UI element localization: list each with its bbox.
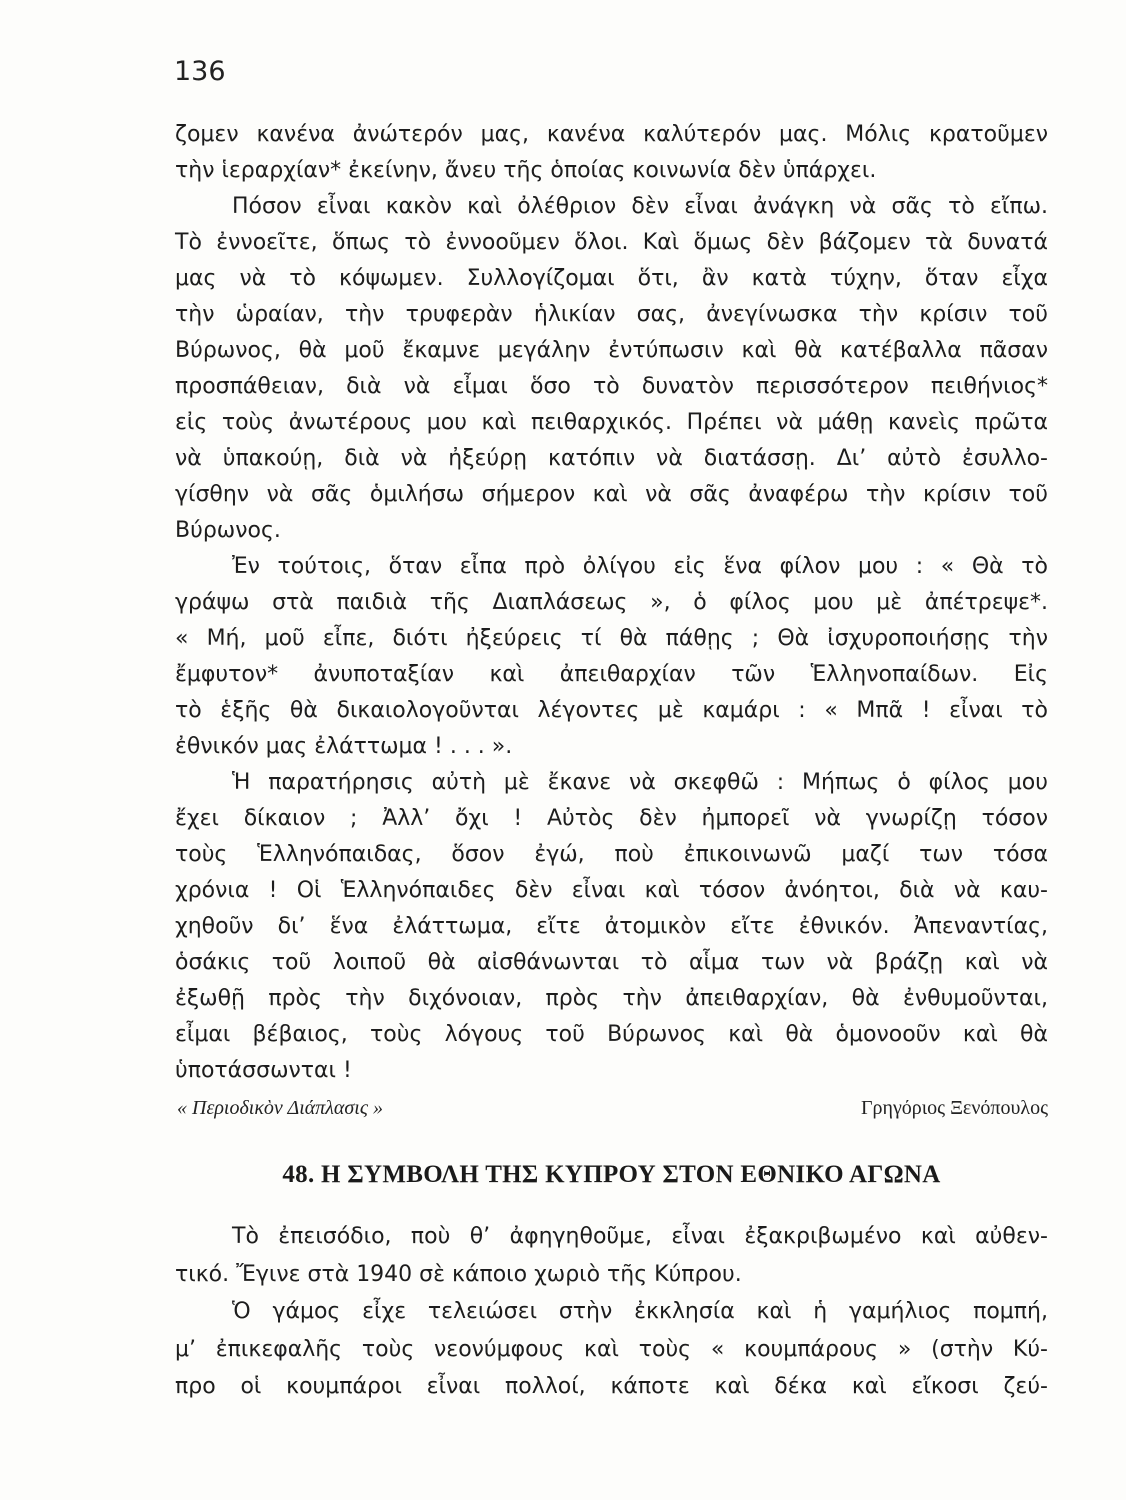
paragraph bbox=[175, 1293, 1048, 1406]
text-line: τὴν ὡραίαν, τὴν τρυφερὰν ἡλικίαν σας, ἀνεγίνωσκα τὴν κρίσιν τοῦ bbox=[175, 302, 1048, 327]
attribution-source: « Περιοδικὸν Διάπλασις » bbox=[177, 1097, 383, 1119]
text-line: χηθοῦν δι’ ἕνα ἐλάττωμα, εἴτε ἀτομικὸν εἴτε ἐθνικόν. Ἀπεναντίας, bbox=[175, 914, 1048, 939]
text-line: Πόσον εἶναι κακὸν καὶ ὀλέθριον δὲν εἶναι ἀνάγκη νὰ σᾶς τὸ εἴπω. bbox=[232, 194, 1048, 219]
text-line: ἐθνικόν μας ἐλάττωμα ! . . . ». bbox=[175, 734, 513, 759]
text-line: ζομεν κανένα ἀνώτερόν μας, κανένα καλύτερόν μας. Μόλις κρατοῦμεν bbox=[175, 122, 1048, 147]
text-line: εἶμαι βέβαιος, τοὺς λόγους τοῦ Βύρωνος καὶ θὰ ὁμονοοῦν καὶ θὰ bbox=[175, 1022, 1048, 1047]
text-line: Ἐν τούτοις, ὅταν εἶπα πρὸ ὀλίγου εἰς ἕνα φίλον μου : « Θὰ τὸ bbox=[232, 554, 1048, 579]
text-line: Ἡ παρατήρησις αὐτὴ μὲ ἔκανε νὰ σκεφθῶ : Μήπως ὁ φίλος μου bbox=[232, 770, 1048, 795]
passage-text bbox=[175, 117, 1048, 1089]
text-line: ἐξωθῇ πρὸς τὴν διχόνοιαν, πρὸς τὴν ἀπειθαρχίαν, θὰ ἐνθυμοῦνται, bbox=[175, 986, 1048, 1011]
text-line: Τὸ ἐννοεῖτε, ὅπως τὸ ἐννοοῦμεν ὅλοι. Καὶ ὅμως δὲν βάζομεν τὰ δυνατά bbox=[175, 230, 1048, 255]
text-line: χρόνια ! Οἱ Ἑλληνόπαιδες δὲν εἶναι καὶ τόσον ἀνόητοι, διὰ νὰ καυ- bbox=[175, 878, 1048, 903]
text-line: προσπάθειαν, διὰ νὰ εἶμαι ὅσο τὸ δυνατὸν περισσότερον πειθήνιος* bbox=[175, 374, 1048, 399]
text-line: Βύρωνος, θὰ μοῦ ἔκαμνε μεγάλην ἐντύπωσιν καὶ θὰ κατέβαλλα πᾶσαν bbox=[175, 338, 1048, 363]
text-line: ὁσάκις τοῦ λοιποῦ θὰ αἰσθάνωνται τὸ αἷμα των νὰ βράζῃ καὶ νὰ bbox=[175, 950, 1048, 975]
text-line: ἔμφυτον* ἀνυποταξίαν καὶ ἀπειθαρχίαν τῶν Ἑλληνοπαίδων. Εἰς bbox=[175, 662, 1048, 687]
section-heading: 48. Η ΣΥΜΒΟΛΗ ΤΗΣ ΚΥΠΡΟΥ ΣΤΟΝ ΕΘΝΙΚΟ ΑΓΩΝΑ bbox=[282, 1161, 941, 1188]
text-line: τὸ ἑξῆς θὰ δικαιολογοῦνται λέγοντες μὲ καμάρι : « Μπᾶ ! εἶναι τὸ bbox=[175, 698, 1048, 723]
page-number: 136 bbox=[174, 56, 226, 87]
text-line: μας νὰ τὸ κόψωμεν. Συλλογίζομαι ὅτι, ἂν κατὰ τύχην, ὅταν εἶχα bbox=[175, 266, 1048, 291]
section-text bbox=[175, 1218, 1048, 1406]
paragraph bbox=[175, 1218, 1048, 1293]
text-line: Τὸ ἐπεισόδιο, ποὺ θ’ ἀφηγηθοῦμε, εἶναι ἐξακριβωμένο καὶ αὐθεν- bbox=[232, 1224, 1048, 1249]
text-line: μ’ ἐπικεφαλῆς τοὺς νεονύμφους καὶ τοὺς « κουμπάρους » (στὴν Κύ- bbox=[175, 1336, 1048, 1362]
text-line: προ οἱ κουμπάροι εἶναι πολλοί, κάποτε καὶ δέκα καὶ εἴκοσι ζεύ- bbox=[175, 1374, 1048, 1399]
text-line: ἔχει δίκαιον ; Ἀλλ’ ὄχι ! Αὐτὸς δὲν ἠμπορεῖ νὰ γνωρίζῃ τόσον bbox=[175, 806, 1048, 831]
text-line: Ὁ γάμος εἶχε τελειώσει στὴν ἐκκλησία καὶ ἡ γαμήλιος πομπή, bbox=[232, 1299, 1048, 1324]
attribution bbox=[177, 1096, 1048, 1120]
text-line: εἰς τοὺς ἀνωτέρους μου καὶ πειθαρχικός. Πρέπει νὰ μάθῃ κανεὶς πρῶτα bbox=[175, 410, 1048, 435]
text-line: τικό. Ἔγινε στὰ 1940 σὲ κάποιο χωριὸ τῆς Κύπρου. bbox=[175, 1261, 742, 1287]
paragraph bbox=[175, 549, 1048, 765]
text-line: ὑποτάσσωνται ! bbox=[175, 1058, 352, 1083]
text-line: « Μή, μοῦ εἶπε, διότι ἠξεύρεις τί θὰ πάθῃς ; Θὰ ἰσχυροποιήσῃς τὴν bbox=[175, 626, 1048, 651]
text-line: τὴν ἱεραρχίαν* ἐκείνην, ἄνευ τῆς ὁποίας κοινωνία δὲν ὑπάρχει. bbox=[175, 158, 877, 183]
text-line: τοὺς Ἑλληνόπαιδας, ὅσον ἐγώ, ποὺ ἐπικοινωνῶ μαζί των τόσα bbox=[175, 842, 1048, 867]
paragraph bbox=[175, 765, 1048, 1089]
text-line: γίσθην νὰ σᾶς ὁμιλήσω σήμερον καὶ νὰ σᾶς ἀναφέρω τὴν κρίσιν τοῦ bbox=[175, 482, 1048, 507]
paragraph bbox=[175, 189, 1048, 549]
paragraph bbox=[175, 117, 1048, 189]
attribution-author: Γρηγόριος Ξενόπουλος bbox=[860, 1097, 1048, 1119]
text-line: Βύρωνος. bbox=[175, 518, 281, 543]
text-line: νὰ ὑπακούῃ, διὰ νὰ ἠξεύρῃ κατόπιν νὰ διατάσσῃ. Δι’ αὐτὸ ἐσυλλο- bbox=[175, 446, 1048, 471]
text-line: γράψω στὰ παιδιὰ τῆς Διαπλάσεως », ὁ φίλος μου μὲ ἀπέτρεψε*. bbox=[175, 590, 1048, 615]
